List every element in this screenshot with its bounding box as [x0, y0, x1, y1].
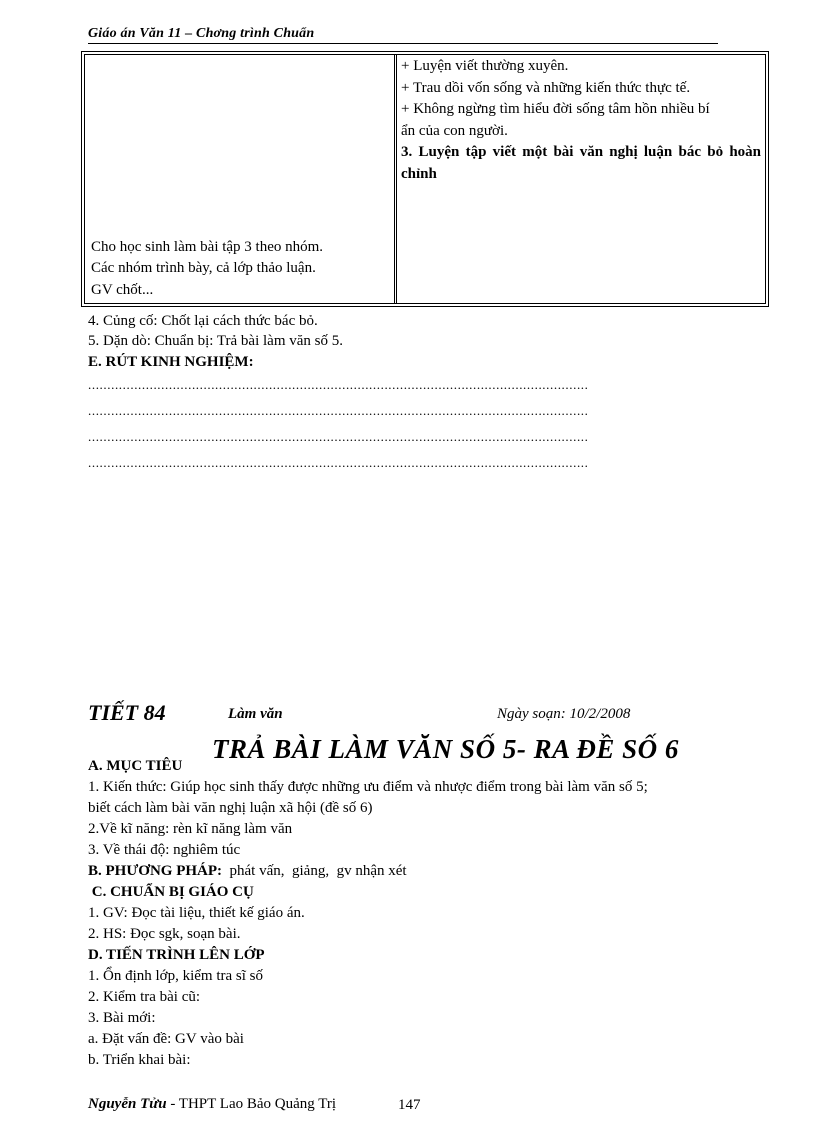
- lesson-number: TIẾT 84: [88, 700, 166, 725]
- lesson-title: TRẢ BÀI LÀM VĂN SỐ 5- RA ĐỀ SỐ 6: [212, 734, 679, 764]
- dotted-line: ..................................................................................................................................: [88, 378, 589, 391]
- dotted-line: ..................................................................................................................................: [88, 430, 589, 443]
- page-number: 147: [398, 1097, 421, 1113]
- gv-line: 1. GV: Đọc tài liệu, thiết kế giáo án.: [88, 905, 305, 921]
- header-rule: [88, 43, 718, 44]
- page-footer: [88, 1096, 336, 1113]
- on-dinh-line: 1. Ổn định lớp, kiểm tra sĩ số: [88, 968, 264, 984]
- dotted-line: ..................................................................................................................................: [88, 456, 589, 469]
- right-cell-line: + Trau dồi vốn sống và những kiến thức thực tế.: [401, 79, 691, 96]
- right-cell-line: + Không ngừng tìm hiểu đời sống tâm hồn nhiều bí: [401, 101, 710, 117]
- dotted-line: ..................................................................................................................................: [88, 404, 589, 417]
- lesson-date: Ngày soạn: 10/2/2008: [497, 706, 631, 722]
- rut-kinh-nghiem-heading: E. RÚT KINH NGHIỆM:: [88, 354, 254, 370]
- kiem-tra-line: 2. Kiểm tra bài cũ:: [88, 989, 201, 1005]
- phuong-phap-line: [88, 861, 768, 882]
- kien-thuc-line: biết cách làm bài văn nghị luận xã hội (đề số 6): [88, 800, 373, 816]
- phuong-phap-label: B. PHƯƠNG PHÁP:: [88, 863, 223, 879]
- muc-tieu-heading: A. MỤC TIÊU: [88, 758, 183, 774]
- kien-thuc-line: 1. Kiến thức: Giúp học sinh thấy được những ưu điểm và nhược điểm trong bài làm văn số 5;: [88, 779, 648, 795]
- left-cell-line: Cho học sinh làm bài tập 3 theo nhóm.: [91, 238, 324, 255]
- left-cell-line: GV chốt...: [91, 281, 154, 298]
- dat-van-de-line: a. Đặt vấn đề: GV vào bài: [88, 1031, 244, 1047]
- phuong-phap-value: phát vấn, giảng, gv nhận xét: [222, 863, 407, 879]
- lesson-subject: Làm văn: [228, 706, 283, 722]
- bai-moi-line: 3. Bài mới:: [88, 1010, 156, 1026]
- cung-co: 4. Củng cố: Chốt lại cách thức bác bỏ.: [88, 313, 318, 329]
- chuan-bi-heading: C. CHUẨN BỊ GIÁO CỤ: [88, 884, 254, 900]
- footer-school: - THPT Lao Bảo Quảng Trị: [166, 1096, 337, 1112]
- lesson-table: [81, 51, 769, 307]
- thai-do-line: 3. Về thái độ: nghiêm túc: [88, 842, 241, 858]
- table-right-cell: [401, 56, 761, 185]
- trien-khai-line: b. Triển khai bài:: [88, 1052, 191, 1068]
- hs-line: 2. HS: Đọc sgk, soạn bài.: [88, 926, 241, 942]
- left-cell-line: Các nhóm trình bày, cả lớp thảo luận.: [91, 260, 316, 276]
- right-cell-line: ẩn của con người.: [401, 122, 508, 139]
- right-cell-bold-heading: 3. Luyện tập viết một bài văn nghị luận bác bỏ hoàn chỉnh: [401, 144, 761, 182]
- table-left-cell: [91, 237, 387, 302]
- tien-trinh-heading: D. TIẾN TRÌNH LÊN LỚP: [88, 947, 265, 963]
- footer-author: Nguyễn Tửu: [88, 1096, 167, 1112]
- dan-do: 5. Dặn dò: Chuẩn bị: Trả bài làm văn số 5.: [88, 333, 343, 349]
- table-column-divider: [394, 55, 397, 303]
- table-inner-border: [84, 54, 766, 304]
- page-header: Giáo án Văn 11 – Chơng trình Chuẩn: [88, 26, 315, 41]
- ki-nang-line: 2.Về kĩ năng: rèn kĩ năng làm văn: [88, 821, 293, 837]
- right-cell-line: + Luyện viết thường xuyên.: [401, 58, 569, 74]
